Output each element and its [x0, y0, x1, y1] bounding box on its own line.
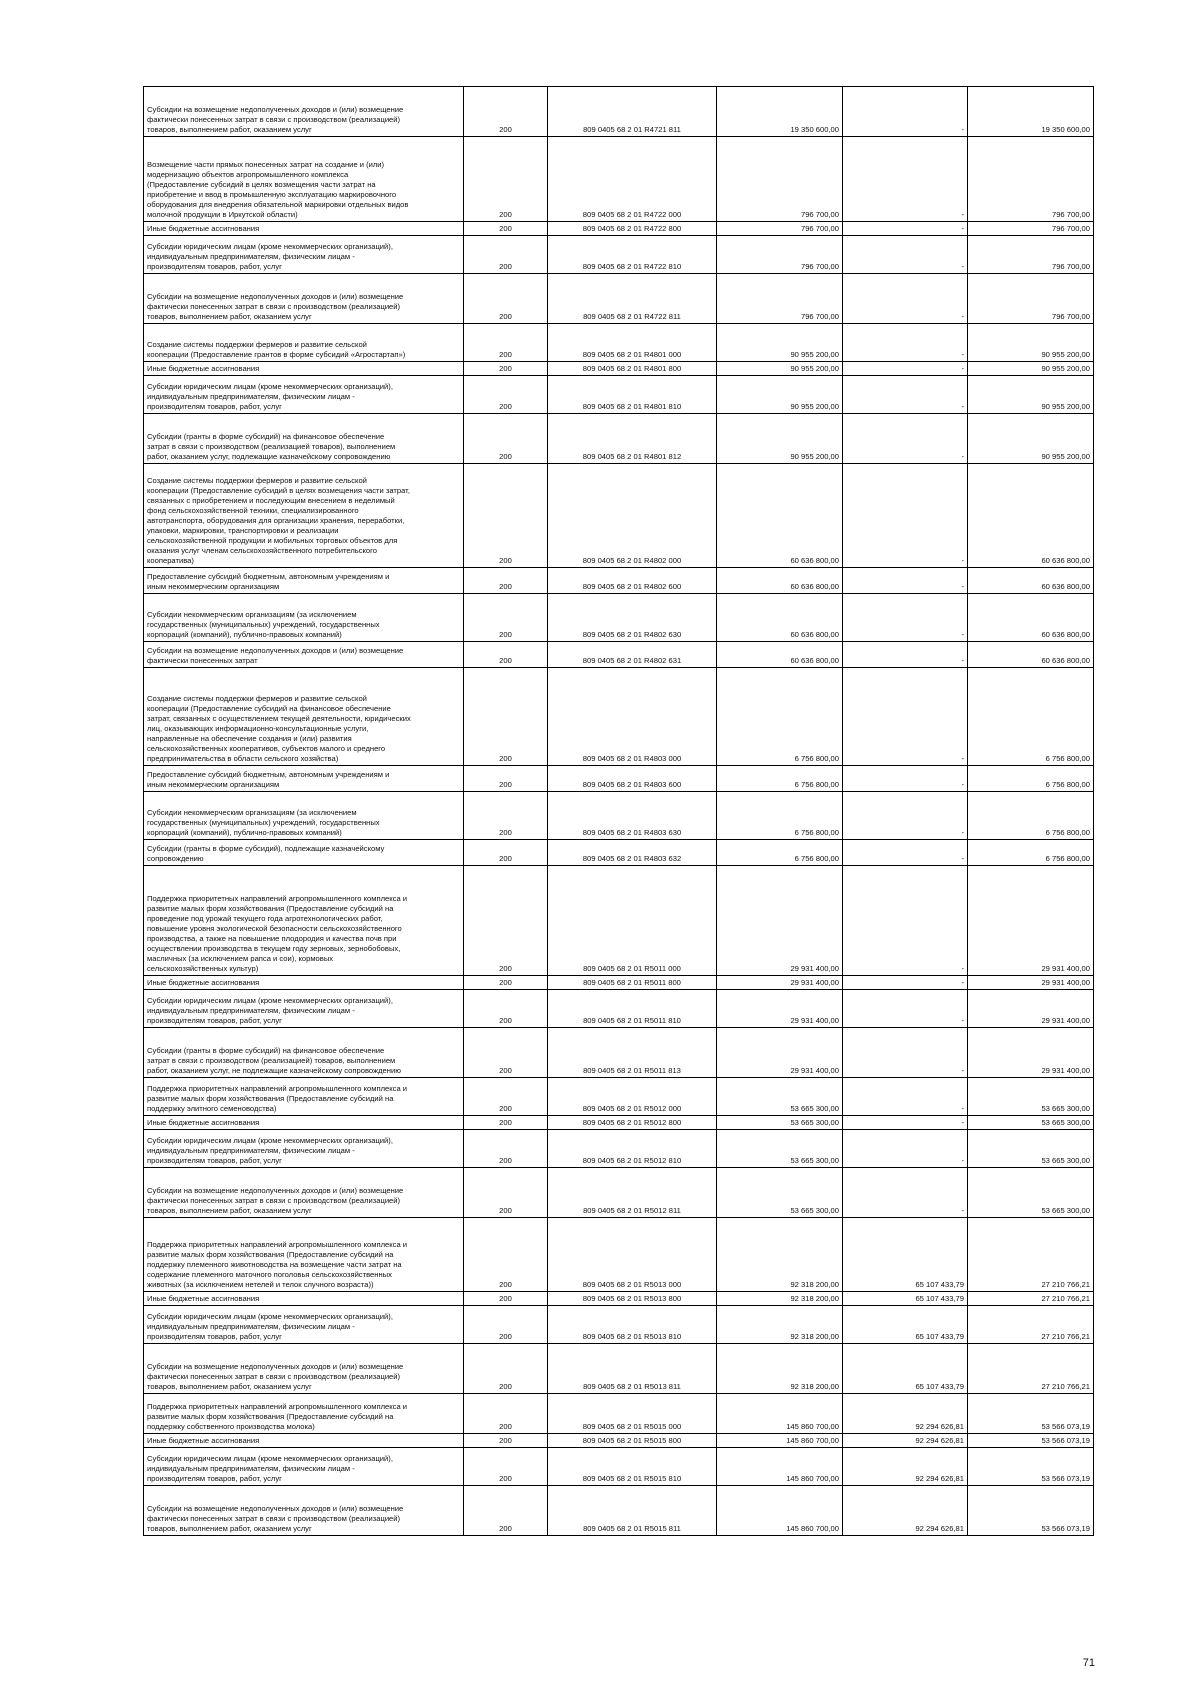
row-exec-cell: -	[843, 464, 968, 568]
row-name-cell: Поддержка приоритетных направлений агропромышленного комплекса и развитие малых форм хозяйствования (Предоставление субсидий на поддержку собственного производства молока)	[144, 1394, 464, 1434]
row-name-cell: Иные бюджетные ассигнования	[144, 222, 464, 236]
row-exec-cell: -	[843, 976, 968, 990]
row-rest-cell: 29 931 400,00	[968, 1028, 1094, 1078]
row-kbk-cell: 809 0405 68 2 01 R5013 811	[548, 1344, 717, 1394]
row-rest-cell: 29 931 400,00	[968, 976, 1094, 990]
row-name-cell: Создание системы поддержки фермеров и развитие сельской кооперации (Предоставление грантов в форме субсидий «Агростартап»)	[144, 324, 464, 362]
row-exec-cell: -	[843, 792, 968, 840]
row-plan-cell: 796 700,00	[717, 222, 843, 236]
row-code-cell: 200	[464, 362, 548, 376]
row-code-cell: 200	[464, 324, 548, 362]
table-row	[144, 642, 1094, 668]
table-row	[144, 976, 1094, 990]
row-code-cell: 200	[464, 1344, 548, 1394]
row-exec-cell: -	[843, 1168, 968, 1218]
row-name-cell: Субсидии на возмещение недополученных доходов и (или) возмещение фактически понесенных затрат в связи с производством (реализацией) товаров, выполнением работ, оказанием услуг	[144, 1344, 464, 1394]
row-kbk-cell: 809 0405 68 2 01 R5012 811	[548, 1168, 717, 1218]
row-kbk-cell: 809 0405 68 2 01 R4802 631	[548, 642, 717, 668]
row-code-cell: 200	[464, 464, 548, 568]
row-code-cell: 200	[464, 792, 548, 840]
row-code-cell: 200	[464, 1130, 548, 1168]
row-rest-cell: 60 636 800,00	[968, 464, 1094, 568]
row-exec-cell: -	[843, 1078, 968, 1116]
row-plan-cell: 90 955 200,00	[717, 324, 843, 362]
row-plan-cell: 6 756 800,00	[717, 668, 843, 766]
row-exec-cell: -	[843, 87, 968, 137]
row-name-cell: Возмещение части прямых понесенных затрат на создание и (или) модернизацию объектов агропромышленного комплекса (Предоставление субсидий в целях возмещения части затрат на приобретение и ввод в промышленную эксплуатацию маркировочного оборудования для внедрения обязательной маркировки отдельных видов молочной продукции в Иркутской области)	[144, 137, 464, 222]
row-code-cell: 200	[464, 1028, 548, 1078]
row-code-cell: 200	[464, 1394, 548, 1434]
row-name-cell: Поддержка приоритетных направлений агропромышленного комплекса и развитие малых форм хозяйствования (Предоставление субсидий на проведение под урожай текущего года агротехнологических работ, повышение уровня экологической безопасности сельскохозяйственного производства, а также на повышение плодородия и качества почв при осуществлении производства в текущем году зерновых, зернобобовых, масличных (за исключением рапса и сои), кормовых сельскохозяйственных культур)	[144, 866, 464, 976]
row-kbk-cell: 809 0405 68 2 01 R4802 600	[548, 568, 717, 594]
row-kbk-cell: 809 0405 68 2 01 R4722 810	[548, 236, 717, 274]
table-row	[144, 1078, 1094, 1116]
row-kbk-cell: 809 0405 68 2 01 R4803 600	[548, 766, 717, 792]
table-row	[144, 362, 1094, 376]
row-exec-cell: -	[843, 840, 968, 866]
row-rest-cell: 6 756 800,00	[968, 840, 1094, 866]
table-row	[144, 594, 1094, 642]
row-name-cell: Иные бюджетные ассигнования	[144, 1292, 464, 1306]
row-rest-cell: 53 566 073,19	[968, 1394, 1094, 1434]
row-plan-cell: 90 955 200,00	[717, 376, 843, 414]
row-plan-cell: 796 700,00	[717, 236, 843, 274]
row-name-cell: Субсидии на возмещение недополученных доходов и (или) возмещение фактически понесенных затрат в связи с производством (реализацией) товаров, выполнением работ, оказанием услуг	[144, 274, 464, 324]
table-row	[144, 1028, 1094, 1078]
row-code-cell: 200	[464, 376, 548, 414]
table-row	[144, 236, 1094, 274]
row-exec-cell: 92 294 626,81	[843, 1434, 968, 1448]
row-rest-cell: 796 700,00	[968, 274, 1094, 324]
row-code-cell: 200	[464, 274, 548, 324]
table-row	[144, 766, 1094, 792]
row-exec-cell: -	[843, 642, 968, 668]
row-exec-cell: -	[843, 324, 968, 362]
row-name-cell: Субсидии на возмещение недополученных доходов и (или) возмещение фактически понесенных затрат в связи с производством (реализацией) товаров, выполнением работ, оказанием услуг	[144, 87, 464, 137]
table-row	[144, 1486, 1094, 1536]
row-exec-cell: -	[843, 222, 968, 236]
row-name-cell: Субсидии юридическим лицам (кроме некоммерческих организаций), индивидуальным предпринимателям, физическим лицам - производителям товаров, работ, услуг	[144, 1130, 464, 1168]
row-code-cell: 200	[464, 1168, 548, 1218]
row-plan-cell: 29 931 400,00	[717, 1028, 843, 1078]
row-kbk-cell: 809 0405 68 2 01 R5015 800	[548, 1434, 717, 1448]
table-row	[144, 1434, 1094, 1448]
row-exec-cell: 92 294 626,81	[843, 1486, 968, 1536]
row-code-cell: 200	[464, 668, 548, 766]
row-code-cell: 200	[464, 1218, 548, 1292]
row-plan-cell: 145 860 700,00	[717, 1394, 843, 1434]
row-rest-cell: 6 756 800,00	[968, 766, 1094, 792]
row-code-cell: 200	[464, 642, 548, 668]
row-plan-cell: 29 931 400,00	[717, 990, 843, 1028]
row-exec-cell: 65 107 433,79	[843, 1306, 968, 1344]
row-name-cell: Иные бюджетные ассигнования	[144, 1434, 464, 1448]
row-exec-cell: -	[843, 414, 968, 464]
row-plan-cell: 53 665 300,00	[717, 1130, 843, 1168]
row-name-cell: Иные бюджетные ассигнования	[144, 362, 464, 376]
row-code-cell: 200	[464, 840, 548, 866]
row-exec-cell: -	[843, 1028, 968, 1078]
table-row	[144, 840, 1094, 866]
row-kbk-cell: 809 0405 68 2 01 R4803 630	[548, 792, 717, 840]
row-plan-cell: 60 636 800,00	[717, 594, 843, 642]
row-name-cell: Субсидии некоммерческим организациям (за исключением государственных (муниципальных) учреждений, государственных корпораций (компаний), публично-правовых компаний)	[144, 594, 464, 642]
row-name-cell: Субсидии некоммерческим организациям (за исключением государственных (муниципальных) учреждений, государственных корпораций (компаний), публично-правовых компаний)	[144, 792, 464, 840]
row-code-cell: 200	[464, 766, 548, 792]
row-exec-cell: -	[843, 1130, 968, 1168]
table-row	[144, 137, 1094, 222]
table-row	[144, 464, 1094, 568]
row-rest-cell: 796 700,00	[968, 222, 1094, 236]
row-rest-cell: 29 931 400,00	[968, 990, 1094, 1028]
row-rest-cell: 27 210 766,21	[968, 1218, 1094, 1292]
row-code-cell: 200	[464, 1078, 548, 1116]
table-row	[144, 222, 1094, 236]
row-name-cell: Субсидии на возмещение недополученных доходов и (или) возмещение фактически понесенных затрат в связи с производством (реализацией) товаров, выполнением работ, оказанием услуг	[144, 1168, 464, 1218]
row-exec-cell: -	[843, 668, 968, 766]
row-code-cell: 200	[464, 990, 548, 1028]
row-plan-cell: 6 756 800,00	[717, 840, 843, 866]
row-plan-cell: 29 931 400,00	[717, 866, 843, 976]
row-name-cell: Субсидии юридическим лицам (кроме некоммерческих организаций), индивидуальным предпринимателям, физическим лицам - производителям товаров, работ, услуг	[144, 1448, 464, 1486]
row-plan-cell: 90 955 200,00	[717, 362, 843, 376]
row-kbk-cell: 809 0405 68 2 01 R5015 811	[548, 1486, 717, 1536]
row-rest-cell: 53 665 300,00	[968, 1116, 1094, 1130]
row-name-cell: Создание системы поддержки фермеров и развитие сельской кооперации (Предоставление субсидий на финансовое обеспечение затрат, связанных с осуществлением текущей деятельности, юридических лиц, оказывающих информационно-консультационные услуги, направленные на обеспечение создания и (или) развития сельскохозяйственных кооперативов, субъектов малого и среднего предпринимательства в области сельского хозяйства)	[144, 668, 464, 766]
table-row	[144, 1130, 1094, 1168]
row-code-cell: 200	[464, 222, 548, 236]
row-name-cell: Субсидии юридическим лицам (кроме некоммерческих организаций), индивидуальным предпринимателям, физическим лицам - производителям товаров, работ, услуг	[144, 376, 464, 414]
row-name-cell: Субсидии юридическим лицам (кроме некоммерческих организаций), индивидуальным предпринимателям, физическим лицам - производителям товаров, работ, услуг	[144, 990, 464, 1028]
row-exec-cell: -	[843, 137, 968, 222]
row-name-cell: Поддержка приоритетных направлений агропромышленного комплекса и развитие малых форм хозяйствования (Предоставление субсидий на поддержку элитного семеноводства)	[144, 1078, 464, 1116]
row-name-cell: Субсидии (гранты в форме субсидий), подлежащие казначейскому сопровождению	[144, 840, 464, 866]
row-kbk-cell: 809 0405 68 2 01 R4801 812	[548, 414, 717, 464]
row-kbk-cell: 809 0405 68 2 01 R5011 813	[548, 1028, 717, 1078]
row-code-cell: 200	[464, 236, 548, 274]
row-code-cell: 200	[464, 1116, 548, 1130]
table-row	[144, 1116, 1094, 1130]
row-name-cell: Поддержка приоритетных направлений агропромышленного комплекса и развитие малых форм хозяйствования (Предоставление субсидий на поддержку племенного животноводства на возмещение части затрат на содержание племенного маточного поголовья сельскохозяйственных животных (за исключением нетелей и телок случного возраста))	[144, 1218, 464, 1292]
row-rest-cell: 90 955 200,00	[968, 414, 1094, 464]
table-body	[144, 87, 1094, 1536]
row-name-cell: Иные бюджетные ассигнования	[144, 1116, 464, 1130]
row-kbk-cell: 809 0405 68 2 01 R4801 800	[548, 362, 717, 376]
row-code-cell: 200	[464, 1486, 548, 1536]
row-plan-cell: 60 636 800,00	[717, 464, 843, 568]
table-row	[144, 866, 1094, 976]
row-plan-cell: 6 756 800,00	[717, 792, 843, 840]
row-rest-cell: 90 955 200,00	[968, 362, 1094, 376]
row-exec-cell: -	[843, 990, 968, 1028]
row-plan-cell: 796 700,00	[717, 274, 843, 324]
row-rest-cell: 53 566 073,19	[968, 1448, 1094, 1486]
row-code-cell: 200	[464, 568, 548, 594]
table-row	[144, 87, 1094, 137]
row-kbk-cell: 809 0405 68 2 01 R5011 800	[548, 976, 717, 990]
page-number: 71	[1082, 1657, 1095, 1669]
row-rest-cell: 27 210 766,21	[968, 1344, 1094, 1394]
table-row	[144, 414, 1094, 464]
row-kbk-cell: 809 0405 68 2 01 R5013 800	[548, 1292, 717, 1306]
table-row	[144, 1344, 1094, 1394]
row-kbk-cell: 809 0405 68 2 01 R5015 000	[548, 1394, 717, 1434]
row-plan-cell: 92 318 200,00	[717, 1306, 843, 1344]
row-kbk-cell: 809 0405 68 2 01 R5012 000	[548, 1078, 717, 1116]
row-rest-cell: 6 756 800,00	[968, 792, 1094, 840]
row-exec-cell: 65 107 433,79	[843, 1218, 968, 1292]
table-row	[144, 1394, 1094, 1434]
row-rest-cell: 60 636 800,00	[968, 594, 1094, 642]
row-code-cell: 200	[464, 976, 548, 990]
row-rest-cell: 60 636 800,00	[968, 642, 1094, 668]
row-rest-cell: 90 955 200,00	[968, 324, 1094, 362]
row-kbk-cell: 809 0405 68 2 01 R5015 810	[548, 1448, 717, 1486]
row-kbk-cell: 809 0405 68 2 01 R4801 810	[548, 376, 717, 414]
row-code-cell: 200	[464, 1292, 548, 1306]
table-row	[144, 376, 1094, 414]
row-exec-cell: -	[843, 1116, 968, 1130]
table-row	[144, 1448, 1094, 1486]
row-rest-cell: 27 210 766,21	[968, 1306, 1094, 1344]
row-kbk-cell: 809 0405 68 2 01 R4801 000	[548, 324, 717, 362]
row-code-cell: 200	[464, 1306, 548, 1344]
row-rest-cell: 90 955 200,00	[968, 376, 1094, 414]
row-exec-cell: -	[843, 236, 968, 274]
row-rest-cell: 53 665 300,00	[968, 1078, 1094, 1116]
row-kbk-cell: 809 0405 68 2 01 R4722 000	[548, 137, 717, 222]
row-exec-cell: -	[843, 376, 968, 414]
budget-execution-table	[143, 86, 1094, 1536]
row-name-cell: Предоставление субсидий бюджетным, автономным учреждениям и иным некоммерческим организациям	[144, 766, 464, 792]
row-rest-cell: 6 756 800,00	[968, 668, 1094, 766]
row-plan-cell: 92 318 200,00	[717, 1344, 843, 1394]
row-kbk-cell: 809 0405 68 2 01 R5011 000	[548, 866, 717, 976]
row-exec-cell: -	[843, 594, 968, 642]
row-plan-cell: 6 756 800,00	[717, 766, 843, 792]
row-code-cell: 200	[464, 137, 548, 222]
row-name-cell: Субсидии (гранты в форме субсидий) на финансовое обеспечение затрат в связи с производством (реализацией товаров), выполнением работ, оказанием услуг, подлежащие казначейскому сопровождению	[144, 414, 464, 464]
row-exec-cell: -	[843, 766, 968, 792]
row-code-cell: 200	[464, 414, 548, 464]
row-plan-cell: 29 931 400,00	[717, 976, 843, 990]
row-rest-cell: 53 665 300,00	[968, 1168, 1094, 1218]
row-name-cell: Предоставление субсидий бюджетным, автономным учреждениям и иным некоммерческим организациям	[144, 568, 464, 594]
row-name-cell: Создание системы поддержки фермеров и развитие сельской кооперации (Предоставление субсидий в целях возмещения части затрат, связанных с приобретением и последующим внесением в неделимый фонд сельскохозяйственной техники, специализированного автотранспорта, оборудования для организации хранения, переработки, упаковки, маркировки, транспортировки и реализации сельскохозяйственной продукции и мобильных торговых объектов для оказания услуг членам сельскохозяйственного потребительского кооператива)	[144, 464, 464, 568]
row-kbk-cell: 809 0405 68 2 01 R4802 000	[548, 464, 717, 568]
row-exec-cell: 65 107 433,79	[843, 1344, 968, 1394]
row-plan-cell: 796 700,00	[717, 137, 843, 222]
row-plan-cell: 53 665 300,00	[717, 1078, 843, 1116]
row-name-cell: Иные бюджетные ассигнования	[144, 976, 464, 990]
row-rest-cell: 60 636 800,00	[968, 568, 1094, 594]
row-plan-cell: 60 636 800,00	[717, 642, 843, 668]
row-exec-cell: -	[843, 362, 968, 376]
row-rest-cell: 29 931 400,00	[968, 866, 1094, 976]
row-name-cell: Субсидии на возмещение недополученных доходов и (или) возмещение фактически понесенных затрат	[144, 642, 464, 668]
row-name-cell: Субсидии (гранты в форме субсидий) на финансовое обеспечение затрат в связи с производством (реализацией) товаров, выполнением работ, оказанием услуг, не подлежащие казначейскому сопровождению	[144, 1028, 464, 1078]
row-plan-cell: 19 350 600,00	[717, 87, 843, 137]
row-code-cell: 200	[464, 1448, 548, 1486]
row-kbk-cell: 809 0405 68 2 01 R5013 810	[548, 1306, 717, 1344]
row-rest-cell: 796 700,00	[968, 236, 1094, 274]
table-row	[144, 568, 1094, 594]
table-row	[144, 1218, 1094, 1292]
table-row	[144, 274, 1094, 324]
table-row	[144, 1292, 1094, 1306]
row-plan-cell: 145 860 700,00	[717, 1448, 843, 1486]
row-plan-cell: 92 318 200,00	[717, 1292, 843, 1306]
row-exec-cell: -	[843, 274, 968, 324]
row-kbk-cell: 809 0405 68 2 01 R5012 800	[548, 1116, 717, 1130]
row-code-cell: 200	[464, 87, 548, 137]
row-kbk-cell: 809 0405 68 2 01 R4722 811	[548, 274, 717, 324]
row-code-cell: 200	[464, 866, 548, 976]
row-kbk-cell: 809 0405 68 2 01 R5012 810	[548, 1130, 717, 1168]
row-code-cell: 200	[464, 594, 548, 642]
table-row	[144, 792, 1094, 840]
row-name-cell: Субсидии на возмещение недополученных доходов и (или) возмещение фактически понесенных затрат в связи с производством (реализацией) товаров, выполнением работ, оказанием услуг	[144, 1486, 464, 1536]
table-row	[144, 1306, 1094, 1344]
row-exec-cell: -	[843, 866, 968, 976]
table-row	[144, 668, 1094, 766]
table-row	[144, 990, 1094, 1028]
row-kbk-cell: 809 0405 68 2 01 R4721 811	[548, 87, 717, 137]
table-row	[144, 324, 1094, 362]
row-exec-cell: 92 294 626,81	[843, 1394, 968, 1434]
row-rest-cell: 19 350 600,00	[968, 87, 1094, 137]
row-kbk-cell: 809 0405 68 2 01 R4803 632	[548, 840, 717, 866]
row-kbk-cell: 809 0405 68 2 01 R5011 810	[548, 990, 717, 1028]
row-code-cell: 200	[464, 1434, 548, 1448]
row-plan-cell: 145 860 700,00	[717, 1486, 843, 1536]
row-plan-cell: 145 860 700,00	[717, 1434, 843, 1448]
row-kbk-cell: 809 0405 68 2 01 R4803 000	[548, 668, 717, 766]
row-name-cell: Субсидии юридическим лицам (кроме некоммерческих организаций), индивидуальным предпринимателям, физическим лицам - производителям товаров, работ, услуг	[144, 1306, 464, 1344]
row-rest-cell: 53 566 073,19	[968, 1434, 1094, 1448]
row-kbk-cell: 809 0405 68 2 01 R4802 630	[548, 594, 717, 642]
row-name-cell: Субсидии юридическим лицам (кроме некоммерческих организаций), индивидуальным предпринимателям, физическим лицам - производителям товаров, работ, услуг	[144, 236, 464, 274]
row-rest-cell: 796 700,00	[968, 137, 1094, 222]
row-plan-cell: 60 636 800,00	[717, 568, 843, 594]
row-rest-cell: 53 566 073,19	[968, 1486, 1094, 1536]
row-rest-cell: 27 210 766,21	[968, 1292, 1094, 1306]
row-plan-cell: 53 665 300,00	[717, 1116, 843, 1130]
row-exec-cell: 92 294 626,81	[843, 1448, 968, 1486]
table-row	[144, 1168, 1094, 1218]
row-rest-cell: 53 665 300,00	[968, 1130, 1094, 1168]
row-plan-cell: 53 665 300,00	[717, 1168, 843, 1218]
row-exec-cell: -	[843, 568, 968, 594]
row-kbk-cell: 809 0405 68 2 01 R4722 800	[548, 222, 717, 236]
row-kbk-cell: 809 0405 68 2 01 R5013 000	[548, 1218, 717, 1292]
row-exec-cell: 65 107 433,79	[843, 1292, 968, 1306]
row-plan-cell: 92 318 200,00	[717, 1218, 843, 1292]
row-plan-cell: 90 955 200,00	[717, 414, 843, 464]
